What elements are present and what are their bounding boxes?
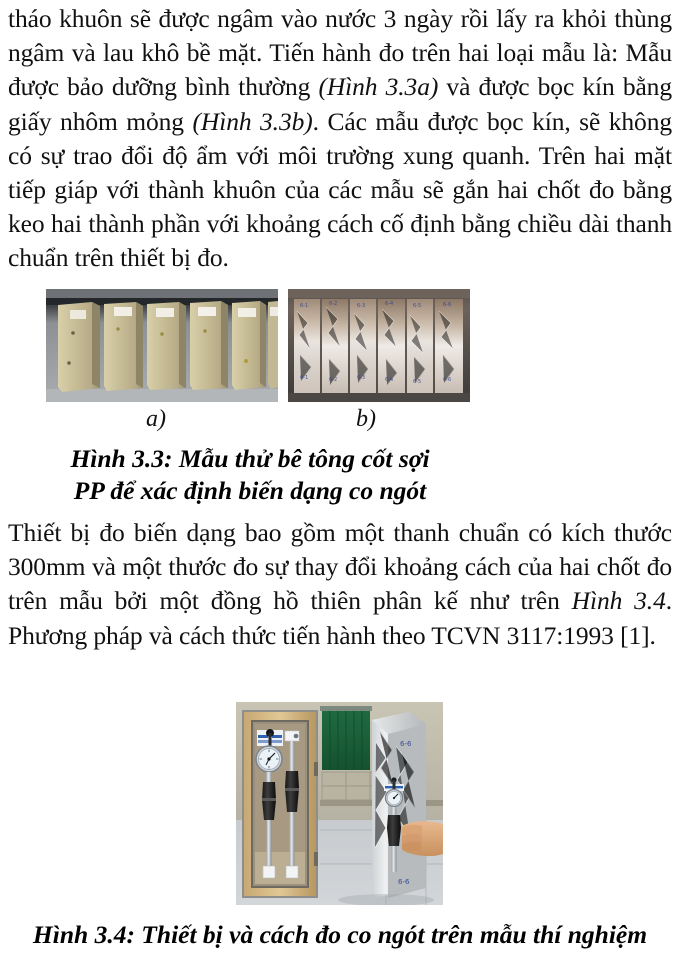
svg-text:6-4: 6-4	[385, 301, 394, 307]
svg-text:6-2: 6-2	[329, 377, 338, 383]
svg-text:6-6: 6-6	[443, 377, 452, 383]
figure-3-3-photo-b	[288, 289, 470, 402]
paragraph-intro-seg-2: và được bọc kín bằng giấy nhôm mỏng	[8, 72, 672, 136]
svg-text:6-3: 6-3	[357, 303, 366, 309]
figure-3-3-sublabels	[46, 404, 470, 434]
paragraph-intro-seg-3: . Các mẫu được bọc kín, sẽ không có sự trao đổi độ ẩm với môi trường xung quanh. Trên hai mặt tiếp giáp với thành khuôn của các mẫu sẽ gắn hai chốt đo bằng keo hai thành phần với khoảng cách cố định bằng chiều dài thanh chuẩn trên thiết bị đo.	[8, 106, 672, 273]
paragraph-intro-seg-1: tháo khuôn sẽ được ngâm vào nước 3 ngày rồi lấy ra khỏi thùng ngâm và lau khô bề mặt. Tiến hành đo trên hai loại mẫu là: Mẫu được bảo dưỡng bình thường	[8, 4, 672, 102]
svg-text:6-6: 6-6	[400, 740, 412, 748]
figure-3-3-caption-line-2: PP để xác định biến dạng co ngót	[73, 476, 427, 505]
paragraph-apparatus-seg-1: Thiết bị đo biến dạng bao gồm một thanh chuẩn có kích thước 300mm và một thước đo sự thay đổi khoảng cách của hai chốt đo trên mẫu bởi một đồng hồ thiên phân kế như trên	[8, 518, 672, 616]
photo-a-graphic	[46, 289, 278, 402]
paragraph-intro	[8, 2, 672, 276]
figure-3-3-sublabel-b: b)	[356, 406, 376, 432]
svg-text:6-5: 6-5	[413, 303, 422, 309]
figure-3-3-image-row	[46, 289, 470, 402]
paragraph-apparatus	[8, 516, 672, 653]
paragraph-intro-ref-hinh33b: (Hình 3.3b)	[192, 106, 313, 136]
figure-3-3-sublabel-a: a)	[146, 406, 166, 432]
figure-3-4-graphic	[236, 702, 443, 905]
figure-3-4-caption: Hình 3.4: Thiết bị và cách đo co ngót trên mẫu thí nghiệm	[32, 920, 648, 949]
svg-text:6-3: 6-3	[357, 375, 366, 381]
svg-text:6-4: 6-4	[385, 377, 394, 383]
svg-text:6-6: 6-6	[398, 878, 410, 886]
svg-text:6-1: 6-1	[300, 303, 309, 309]
paragraph-apparatus-ref-hinh34: Hình 3.4	[571, 586, 666, 616]
figure-3-3-caption	[40, 443, 460, 507]
figure-3-3-photo-a	[46, 289, 278, 402]
figure-3-4-photo	[236, 702, 443, 905]
photo-b-graphic	[288, 289, 470, 402]
svg-text:6-1: 6-1	[300, 375, 309, 381]
paragraph-apparatus-seg-2: . Phương pháp và cách thức tiến hành theo TCVN 3117:1993 [1].	[8, 586, 672, 650]
svg-text:6-5: 6-5	[413, 379, 422, 385]
paragraph-intro-ref-hinh33a: (Hình 3.3a)	[318, 72, 439, 102]
figure-3-3-caption-line-1: Hình 3.3: Mẫu thử bê tông cốt sợi	[70, 444, 430, 473]
svg-text:6-2: 6-2	[329, 301, 338, 307]
svg-text:6-6: 6-6	[443, 302, 452, 308]
